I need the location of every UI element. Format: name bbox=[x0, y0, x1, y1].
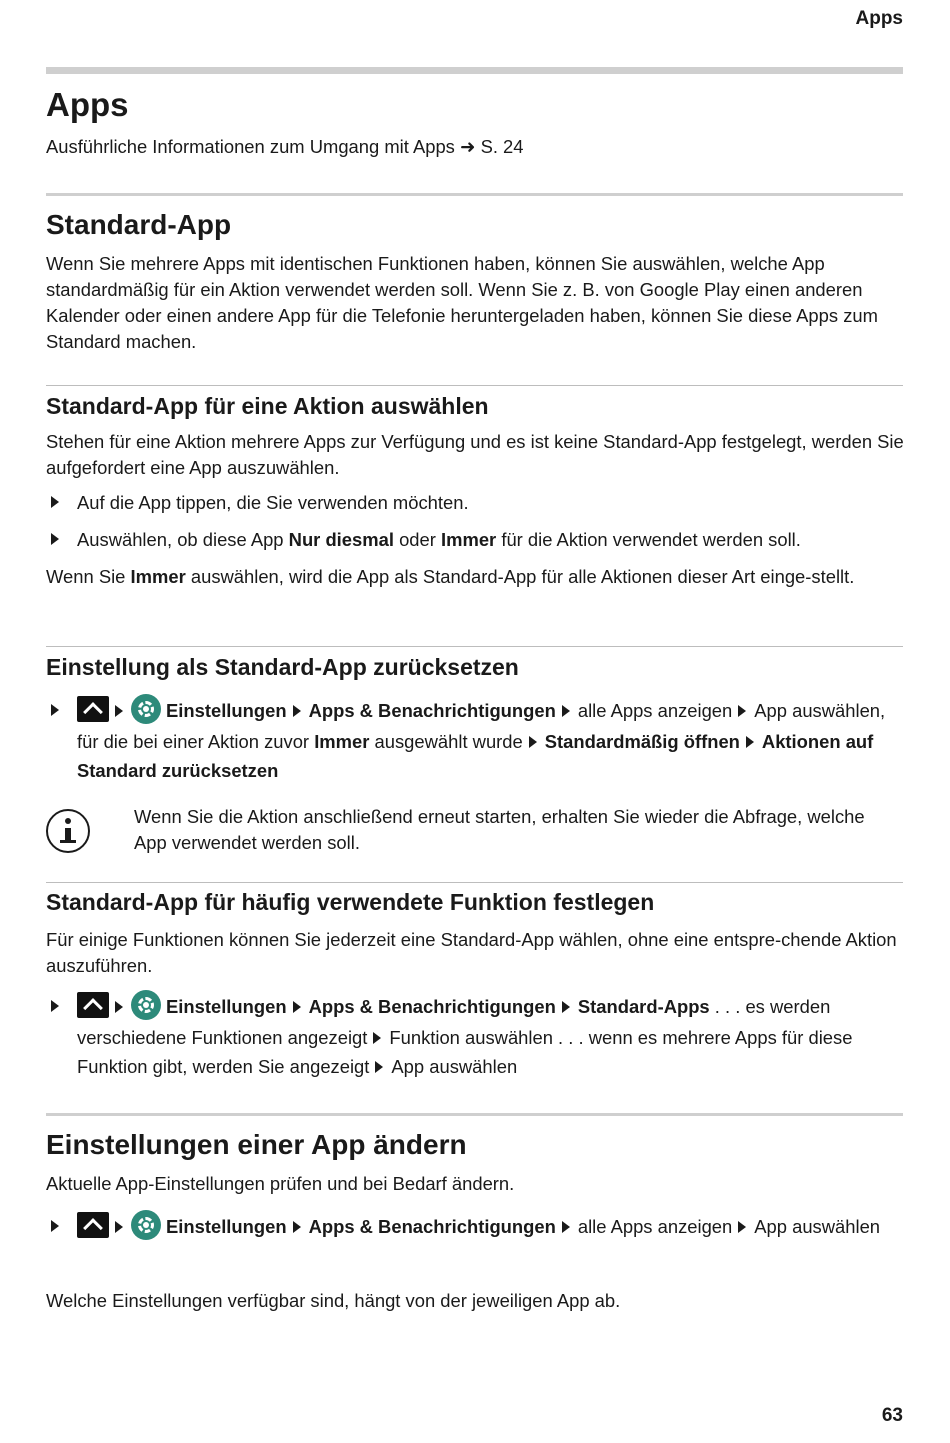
menu-apps-notifications: Apps & Benachrichtigungen bbox=[308, 996, 556, 1017]
section-title-change: Einstellungen einer App ändern bbox=[46, 1129, 467, 1160]
divider bbox=[46, 67, 903, 74]
apps-intro bbox=[46, 134, 906, 160]
apps-intro-text: Ausführliche Informationen zum Umgang mit Apps bbox=[46, 136, 455, 157]
path-arrow-icon bbox=[529, 736, 537, 748]
frequent-text: Für einige Funktionen können Sie jederzeit eine Standard-App wählen, ohne eine entspre-chende Aktion auszuführen. bbox=[46, 929, 897, 976]
divider bbox=[46, 882, 903, 883]
step-arrow-icon bbox=[51, 1000, 59, 1012]
step-path bbox=[77, 992, 906, 1081]
menu-apps-notifications: Apps & Benachrichtigungen bbox=[308, 700, 556, 721]
text: auswählen, wird die App als Standard-App für alle Aktionen dieser Art einge-stellt. bbox=[190, 566, 855, 587]
info-note: Wenn Sie die Aktion anschließend erneut starten, erhalten Sie wieder die Abfrage, welche App verwendet werden soll. bbox=[134, 806, 865, 853]
change-text: Aktuelle App-Einstellungen prüfen und bei Bedarf ändern. bbox=[46, 1173, 515, 1194]
path-arrow-icon bbox=[562, 1221, 570, 1233]
option-always: Immer bbox=[441, 529, 497, 550]
text: oder bbox=[399, 529, 436, 550]
step-arrow-icon bbox=[51, 496, 59, 508]
change-footer-text: Welche Einstellungen verfügbar sind, hängt von der jeweiligen App ab. bbox=[46, 1290, 621, 1311]
menu-open-default: Standardmäßig öffnen bbox=[544, 731, 740, 753]
page-number: 63 bbox=[881, 1405, 903, 1426]
home-chevron-up-icon bbox=[77, 696, 109, 722]
path-arrow-icon bbox=[293, 705, 301, 717]
text: App auswählen bbox=[754, 1216, 881, 1237]
step-arrow-icon bbox=[51, 533, 59, 545]
divider bbox=[46, 193, 903, 196]
page-reference-link[interactable]: S. 24 bbox=[480, 136, 524, 157]
info-icon bbox=[46, 809, 90, 853]
option-always: Immer bbox=[130, 566, 186, 587]
path-arrow-icon bbox=[293, 1001, 301, 1013]
settings-gear-icon bbox=[131, 694, 161, 724]
path-arrow-icon bbox=[115, 705, 123, 717]
text: Auswählen, ob diese App bbox=[77, 529, 284, 550]
menu-apps-notifications: Apps & Benachrichtigungen bbox=[308, 1216, 556, 1237]
menu-all-apps: alle Apps anzeigen bbox=[577, 700, 733, 721]
text: Funktion auswählen . . . wenn es mehrere Apps für diese Funktion gibt, werden Sie angezeigt bbox=[77, 1027, 853, 1078]
path-arrow-icon bbox=[293, 1221, 301, 1233]
path-arrow-icon bbox=[115, 1001, 123, 1013]
step-item bbox=[46, 1212, 906, 1243]
menu-default-apps: Standard-Apps bbox=[577, 996, 710, 1017]
text: . . . es werden verschiedene Funktionen angezeigt bbox=[77, 996, 831, 1049]
select-note bbox=[46, 564, 906, 590]
path-arrow-icon bbox=[562, 1001, 570, 1013]
option-once: Nur diesmal bbox=[288, 529, 394, 550]
step-item bbox=[46, 696, 906, 785]
home-chevron-up-icon bbox=[77, 1212, 109, 1238]
menu-all-apps: alle Apps anzeigen bbox=[577, 1216, 733, 1237]
path-arrow-icon bbox=[746, 736, 754, 748]
path-arrow-icon bbox=[738, 705, 746, 717]
path-arrow-icon bbox=[562, 705, 570, 717]
step-item bbox=[46, 525, 906, 554]
section-title-select: Standard-App für eine Aktion auswählen bbox=[46, 393, 489, 419]
text: ausgewählt wurde bbox=[374, 731, 523, 753]
step-arrow-icon bbox=[51, 1220, 59, 1232]
divider bbox=[46, 646, 903, 647]
arrow-right-icon: ➜ bbox=[460, 136, 476, 157]
text: für die Aktion verwendet werden soll. bbox=[501, 529, 801, 550]
step-item bbox=[46, 992, 906, 1081]
divider bbox=[46, 1113, 903, 1116]
path-arrow-icon bbox=[115, 1221, 123, 1233]
settings-gear-icon bbox=[131, 1210, 161, 1240]
select-text: Stehen für eine Aktion mehrere Apps zur Verfügung und es ist keine Standard-App festgelegt, werden Sie aufgefordert eine App auszuwählen. bbox=[46, 431, 904, 478]
section-title-standard-app: Standard-App bbox=[46, 209, 232, 240]
menu-reset-actions: Aktionen auf Standard zurücksetzen bbox=[77, 731, 874, 782]
path-arrow-icon bbox=[738, 1221, 746, 1233]
settings-gear-icon bbox=[131, 990, 161, 1020]
menu-settings: Einstellungen bbox=[166, 996, 287, 1017]
step-text bbox=[77, 525, 906, 554]
menu-settings: Einstellungen bbox=[166, 700, 287, 721]
step-path bbox=[77, 696, 906, 785]
step-text: Auf die App tippen, die Sie verwenden möchten. bbox=[77, 492, 469, 513]
section-title-reset: Einstellung als Standard-App zurücksetzen bbox=[46, 654, 519, 680]
text: Wenn Sie bbox=[46, 566, 126, 587]
home-chevron-up-icon bbox=[77, 992, 109, 1018]
step-item bbox=[46, 488, 906, 517]
divider bbox=[46, 385, 903, 386]
page-title: Apps bbox=[46, 86, 129, 123]
step-arrow-icon bbox=[51, 704, 59, 716]
step-path bbox=[77, 1212, 906, 1243]
standard-app-text: Wenn Sie mehrere Apps mit identischen Funktionen haben, können Sie auswählen, welche App standardmäßig für ein Aktion verwendet werden soll. Wenn Sie z. B. von Google Play einen anderen Kalender oder einen andere App für die Telefonie heruntergeladen haben, können Sie diese Apps zum Standard machen. bbox=[46, 253, 878, 352]
path-arrow-icon bbox=[373, 1032, 381, 1044]
text: App auswählen bbox=[391, 1056, 518, 1078]
menu-settings: Einstellungen bbox=[166, 1216, 287, 1237]
option-always: Immer bbox=[314, 731, 370, 753]
text: App auswählen, für die bei einer Aktion zuvor bbox=[77, 700, 886, 753]
section-title-frequent: Standard-App für häufig verwendete Funktion festlegen bbox=[46, 889, 655, 915]
running-header: Apps bbox=[855, 8, 903, 29]
path-arrow-icon bbox=[375, 1061, 383, 1073]
